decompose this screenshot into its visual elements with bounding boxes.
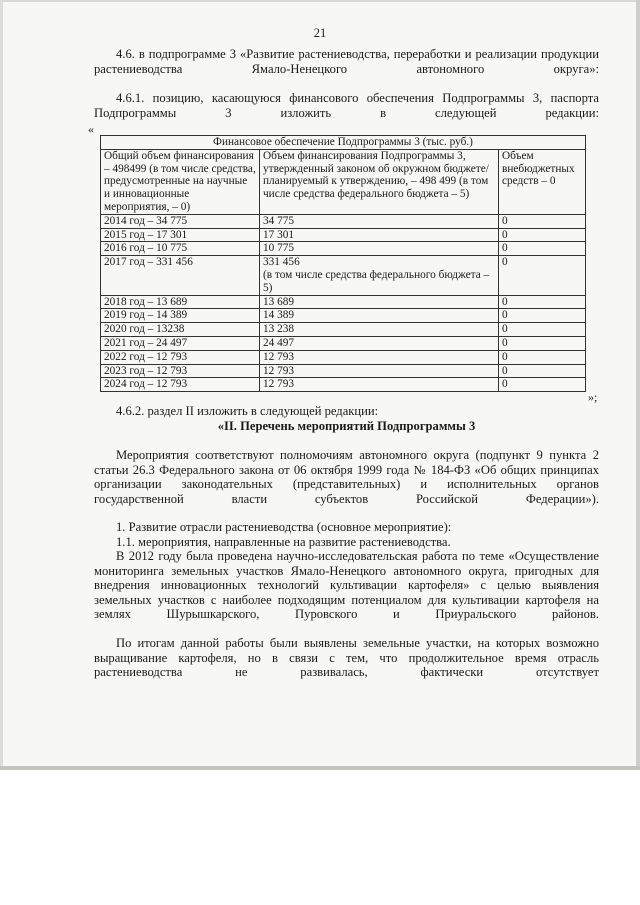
- table-title: Финансовое обеспечение Подпрограммы 3 (тыс. руб.): [101, 136, 586, 150]
- row-budget-value: 17 301: [263, 228, 295, 241]
- row-extrabudget-value: 0: [499, 336, 586, 350]
- row-budget-note: (в том числе средства федерального бюджета – 5): [263, 268, 490, 294]
- row-extrabudget-value: 0: [499, 242, 586, 256]
- table-row: [101, 228, 586, 242]
- table-row: [101, 336, 586, 350]
- page-edge-bottom: [0, 766, 640, 770]
- table-header-row: [101, 149, 586, 214]
- row-year-total: 2020 год – 13238: [101, 323, 260, 337]
- row-budget-cell: [260, 295, 499, 309]
- row-budget-cell: [260, 378, 499, 392]
- heading-4-6-2: 4.6.2. раздел II изложить в следующей редакции:: [116, 404, 379, 418]
- row-budget-value: 34 775: [263, 214, 295, 227]
- row-year-total: 2016 год – 10 775: [101, 242, 260, 256]
- table-row: [101, 242, 586, 256]
- row-year-total: 2023 год – 12 793: [101, 364, 260, 378]
- table-row: [101, 214, 586, 228]
- table-row: [101, 295, 586, 309]
- row-extrabudget-value: 0: [499, 228, 586, 242]
- page-edge-right: [636, 0, 640, 770]
- row-budget-value: 331 456: [263, 256, 300, 269]
- row-year-total: 2022 год – 12 793: [101, 350, 260, 364]
- row-year-total: 2014 год – 34 775: [101, 214, 260, 228]
- row-year-total: 2024 год – 12 793: [101, 378, 260, 392]
- row-extrabudget-value: 0: [499, 323, 586, 337]
- row-year-total: 2019 год – 14 389: [101, 309, 260, 323]
- row-extrabudget-value: 0: [499, 295, 586, 309]
- financing-table: [100, 135, 586, 392]
- row-extrabudget-value: 0: [499, 214, 586, 228]
- quote-close: »;: [588, 390, 598, 404]
- page-number: 21: [313, 26, 327, 40]
- row-budget-cell: [260, 214, 499, 228]
- paragraph-1: Мероприятия соответствуют полномочиям автономного округа (подпункт 9 пункта 2 статьи 26.3 Федерального закона от 06 октября 1999 года № 184-ФЗ «Об общих принципах организации законодательных (представительных) и исполнительных органов государственной власти субъектов Российской Федерации»).: [94, 448, 599, 506]
- row-year-total: 2021 год – 24 497: [101, 336, 260, 350]
- row-budget-cell: [260, 309, 499, 323]
- header-extrabudget: Объем внебюджетных средств – 0: [499, 149, 586, 214]
- heading-4-6: 4.6. в подпрограмме 3 «Развитие растениеводства, переработки и реализации продукции растениеводства Ямало-Ненецкого автономного округа»:: [94, 47, 599, 76]
- table-row: [101, 309, 586, 323]
- row-extrabudget-value: 0: [499, 364, 586, 378]
- table-body: [101, 214, 586, 391]
- paragraph-2: В 2012 году была проведена научно-исследовательская работа по теме «Осуществление мониторинга земельных участков Ямало-Ненецкого автономного округа, пригодных для внедрения инновационных технологий культивации картофеля» с целью выявления земельных участков с наиболее подходящим потенциалом для культивации картофеля на землях Шурышкарского, Пуровского и Приуральского районов.: [94, 549, 599, 622]
- page-edge-left: [0, 0, 3, 770]
- row-budget-cell: [260, 228, 499, 242]
- section-title: «II. Перечень мероприятий Подпрограммы 3: [217, 419, 476, 433]
- row-year-total: 2017 год – 331 456: [101, 256, 260, 295]
- row-budget-value: 10 775: [263, 242, 295, 255]
- row-budget-value: 12 793: [263, 364, 295, 377]
- row-budget-cell: [260, 336, 499, 350]
- quote-open: «: [88, 122, 94, 136]
- table-row: [101, 364, 586, 378]
- heading-4-6-1: 4.6.1. позицию, касающуюся финансового обеспечения Подпрограммы 3, паспорта Подпрограммы 3 изложить в следующей редакции:: [94, 91, 599, 120]
- row-year-total: 2018 год – 13 689: [101, 295, 260, 309]
- table-row: [101, 378, 586, 392]
- row-budget-value: 14 389: [263, 309, 295, 322]
- item-1-1: 1.1. мероприятия, направленные на развитие растениеводства.: [116, 535, 451, 549]
- row-year-total: 2015 год – 17 301: [101, 228, 260, 242]
- row-budget-value: 12 793: [263, 350, 295, 363]
- table-row: [101, 323, 586, 337]
- row-budget-cell: [260, 364, 499, 378]
- table-title-row: [101, 136, 586, 150]
- table-row: [101, 256, 586, 295]
- row-extrabudget-value: 0: [499, 309, 586, 323]
- header-budget: Объем финансирования Подпрограммы 3, утвержденный законом об окружном бюджете/планируемый к утверждению, – 498 499 (в том числе средства федерального бюджета – 5): [260, 149, 499, 214]
- row-budget-value: 24 497: [263, 336, 295, 349]
- item-1: 1. Развитие отрасли растениеводства (основное мероприятие):: [116, 520, 452, 534]
- row-budget-cell: [260, 256, 499, 295]
- row-budget-cell: [260, 350, 499, 364]
- row-budget-cell: [260, 242, 499, 256]
- row-extrabudget-value: 0: [499, 378, 586, 392]
- row-budget-cell: [260, 323, 499, 337]
- page-edge-top: [0, 0, 640, 2]
- row-extrabudget-value: 0: [499, 256, 586, 295]
- header-total: Общий объем финансирования – 498499 (в том числе средства, предусмотренные на научные и инновационные мероприятия, – 0): [101, 149, 260, 214]
- row-extrabudget-value: 0: [499, 350, 586, 364]
- row-budget-value: 13 689: [263, 295, 295, 308]
- row-budget-value: 13 238: [263, 323, 295, 336]
- table-row: [101, 350, 586, 364]
- row-budget-value: 12 793: [263, 378, 295, 391]
- paragraph-3: По итогам данной работы были выявлены земельные участки, на которых возможно выращивание картофеля, но в связи с тем, что продолжительное время отрасль растениеводства не развивалась, фактически отсутствует: [94, 636, 599, 680]
